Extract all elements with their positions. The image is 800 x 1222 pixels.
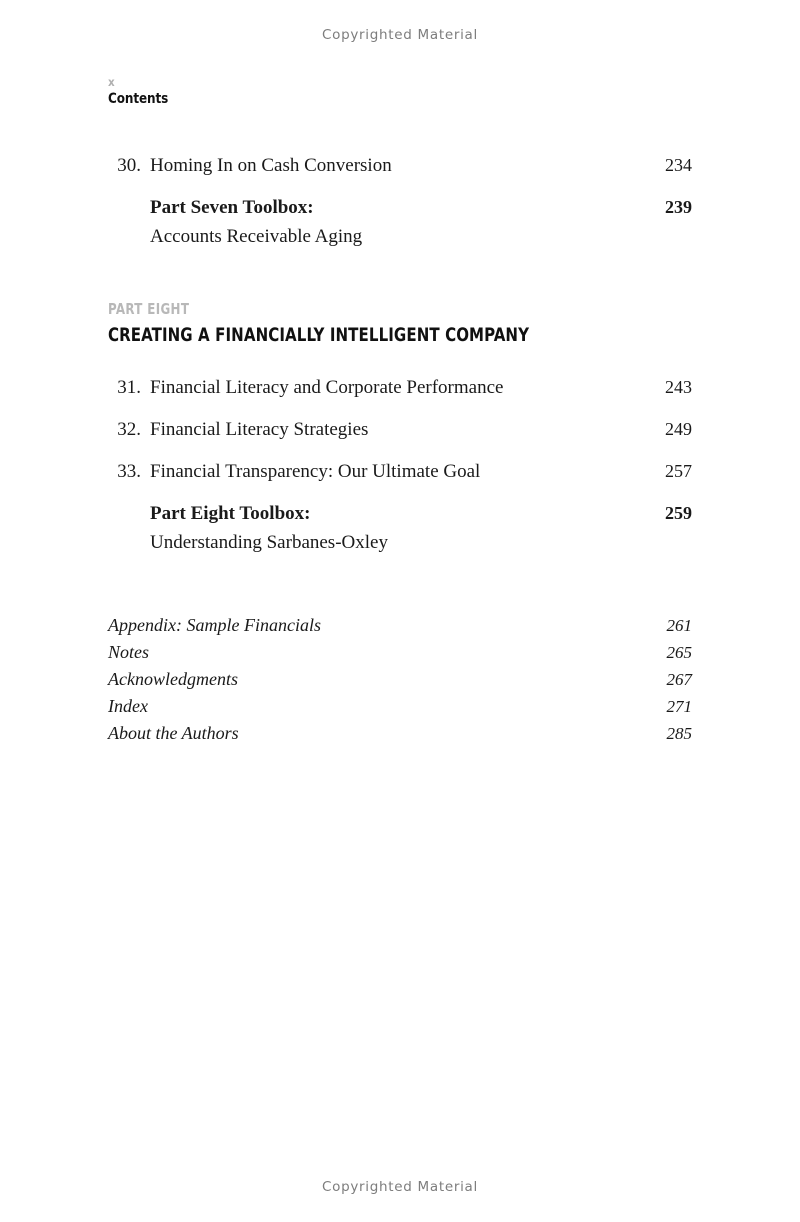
chapter-number: 30. bbox=[117, 155, 141, 176]
toc-toolbox-row[interactable] bbox=[108, 192, 692, 223]
toolbox-subtitle: Accounts Receivable Aging bbox=[150, 226, 363, 247]
chapter-page-number: 257 bbox=[665, 461, 692, 481]
page-title: Contents bbox=[108, 91, 169, 107]
back-matter-page-number: 271 bbox=[666, 697, 692, 716]
back-matter-title: Notes bbox=[108, 642, 150, 662]
chapter-page-number: 234 bbox=[665, 155, 692, 175]
back-matter-page-number: 285 bbox=[666, 724, 692, 743]
back-matter-page-number: 267 bbox=[666, 670, 692, 689]
back-matter-title: About the Authors bbox=[108, 723, 239, 743]
toolbox-page-number: 259 bbox=[665, 503, 692, 523]
back-matter-row[interactable] bbox=[108, 693, 692, 720]
chapter-page-number: 249 bbox=[665, 419, 692, 439]
back-matter-page-number: 261 bbox=[666, 616, 692, 635]
table-of-contents bbox=[108, 150, 692, 747]
toc-chapter-row[interactable] bbox=[108, 150, 692, 181]
running-head bbox=[108, 76, 708, 108]
back-matter-title: Index bbox=[108, 696, 148, 716]
toc-section bbox=[108, 150, 692, 251]
back-matter-row[interactable] bbox=[108, 612, 692, 639]
page-folio-number: x bbox=[108, 75, 115, 89]
back-matter-row[interactable] bbox=[108, 720, 692, 747]
chapter-title: Financial Transparency: Our Ultimate Goal bbox=[150, 461, 481, 482]
chapter-number: 31. bbox=[117, 377, 141, 398]
copyright-watermark-top: Copyrighted Material bbox=[322, 27, 478, 43]
chapter-title: Financial Literacy Strategies bbox=[150, 419, 369, 440]
toc-section bbox=[108, 300, 692, 557]
chapter-title: Financial Literacy and Corporate Performance bbox=[150, 377, 504, 398]
part-label: PART EIGHT bbox=[108, 300, 190, 318]
toc-chapter-row[interactable] bbox=[108, 456, 692, 487]
chapter-title: Homing In on Cash Conversion bbox=[150, 155, 392, 176]
copyright-watermark-bottom: Copyrighted Material bbox=[322, 1179, 478, 1195]
toolbox-subtitle: Understanding Sarbanes-Oxley bbox=[150, 532, 388, 553]
part-title: CREATING A FINANCIALLY INTELLIGENT COMPANY bbox=[108, 324, 530, 346]
part-header bbox=[108, 300, 692, 347]
chapter-number: 33. bbox=[117, 461, 141, 482]
back-matter-row[interactable] bbox=[108, 666, 692, 693]
toolbox-label: Part Eight Toolbox: bbox=[150, 503, 311, 524]
toolbox-page-number: 239 bbox=[665, 197, 692, 217]
back-matter-page-number: 265 bbox=[666, 643, 692, 662]
toc-toolbox-row[interactable] bbox=[108, 498, 692, 529]
back-matter-title: Appendix: Sample Financials bbox=[108, 615, 321, 635]
back-matter-row[interactable] bbox=[108, 639, 692, 666]
chapter-number: 32. bbox=[117, 419, 141, 440]
back-matter-title: Acknowledgments bbox=[108, 669, 238, 689]
toolbox-label: Part Seven Toolbox: bbox=[150, 197, 314, 218]
chapter-page-number: 243 bbox=[665, 377, 692, 397]
toc-chapter-row[interactable] bbox=[108, 414, 692, 445]
toc-chapter-row[interactable] bbox=[108, 372, 692, 403]
back-matter-list bbox=[108, 612, 692, 747]
